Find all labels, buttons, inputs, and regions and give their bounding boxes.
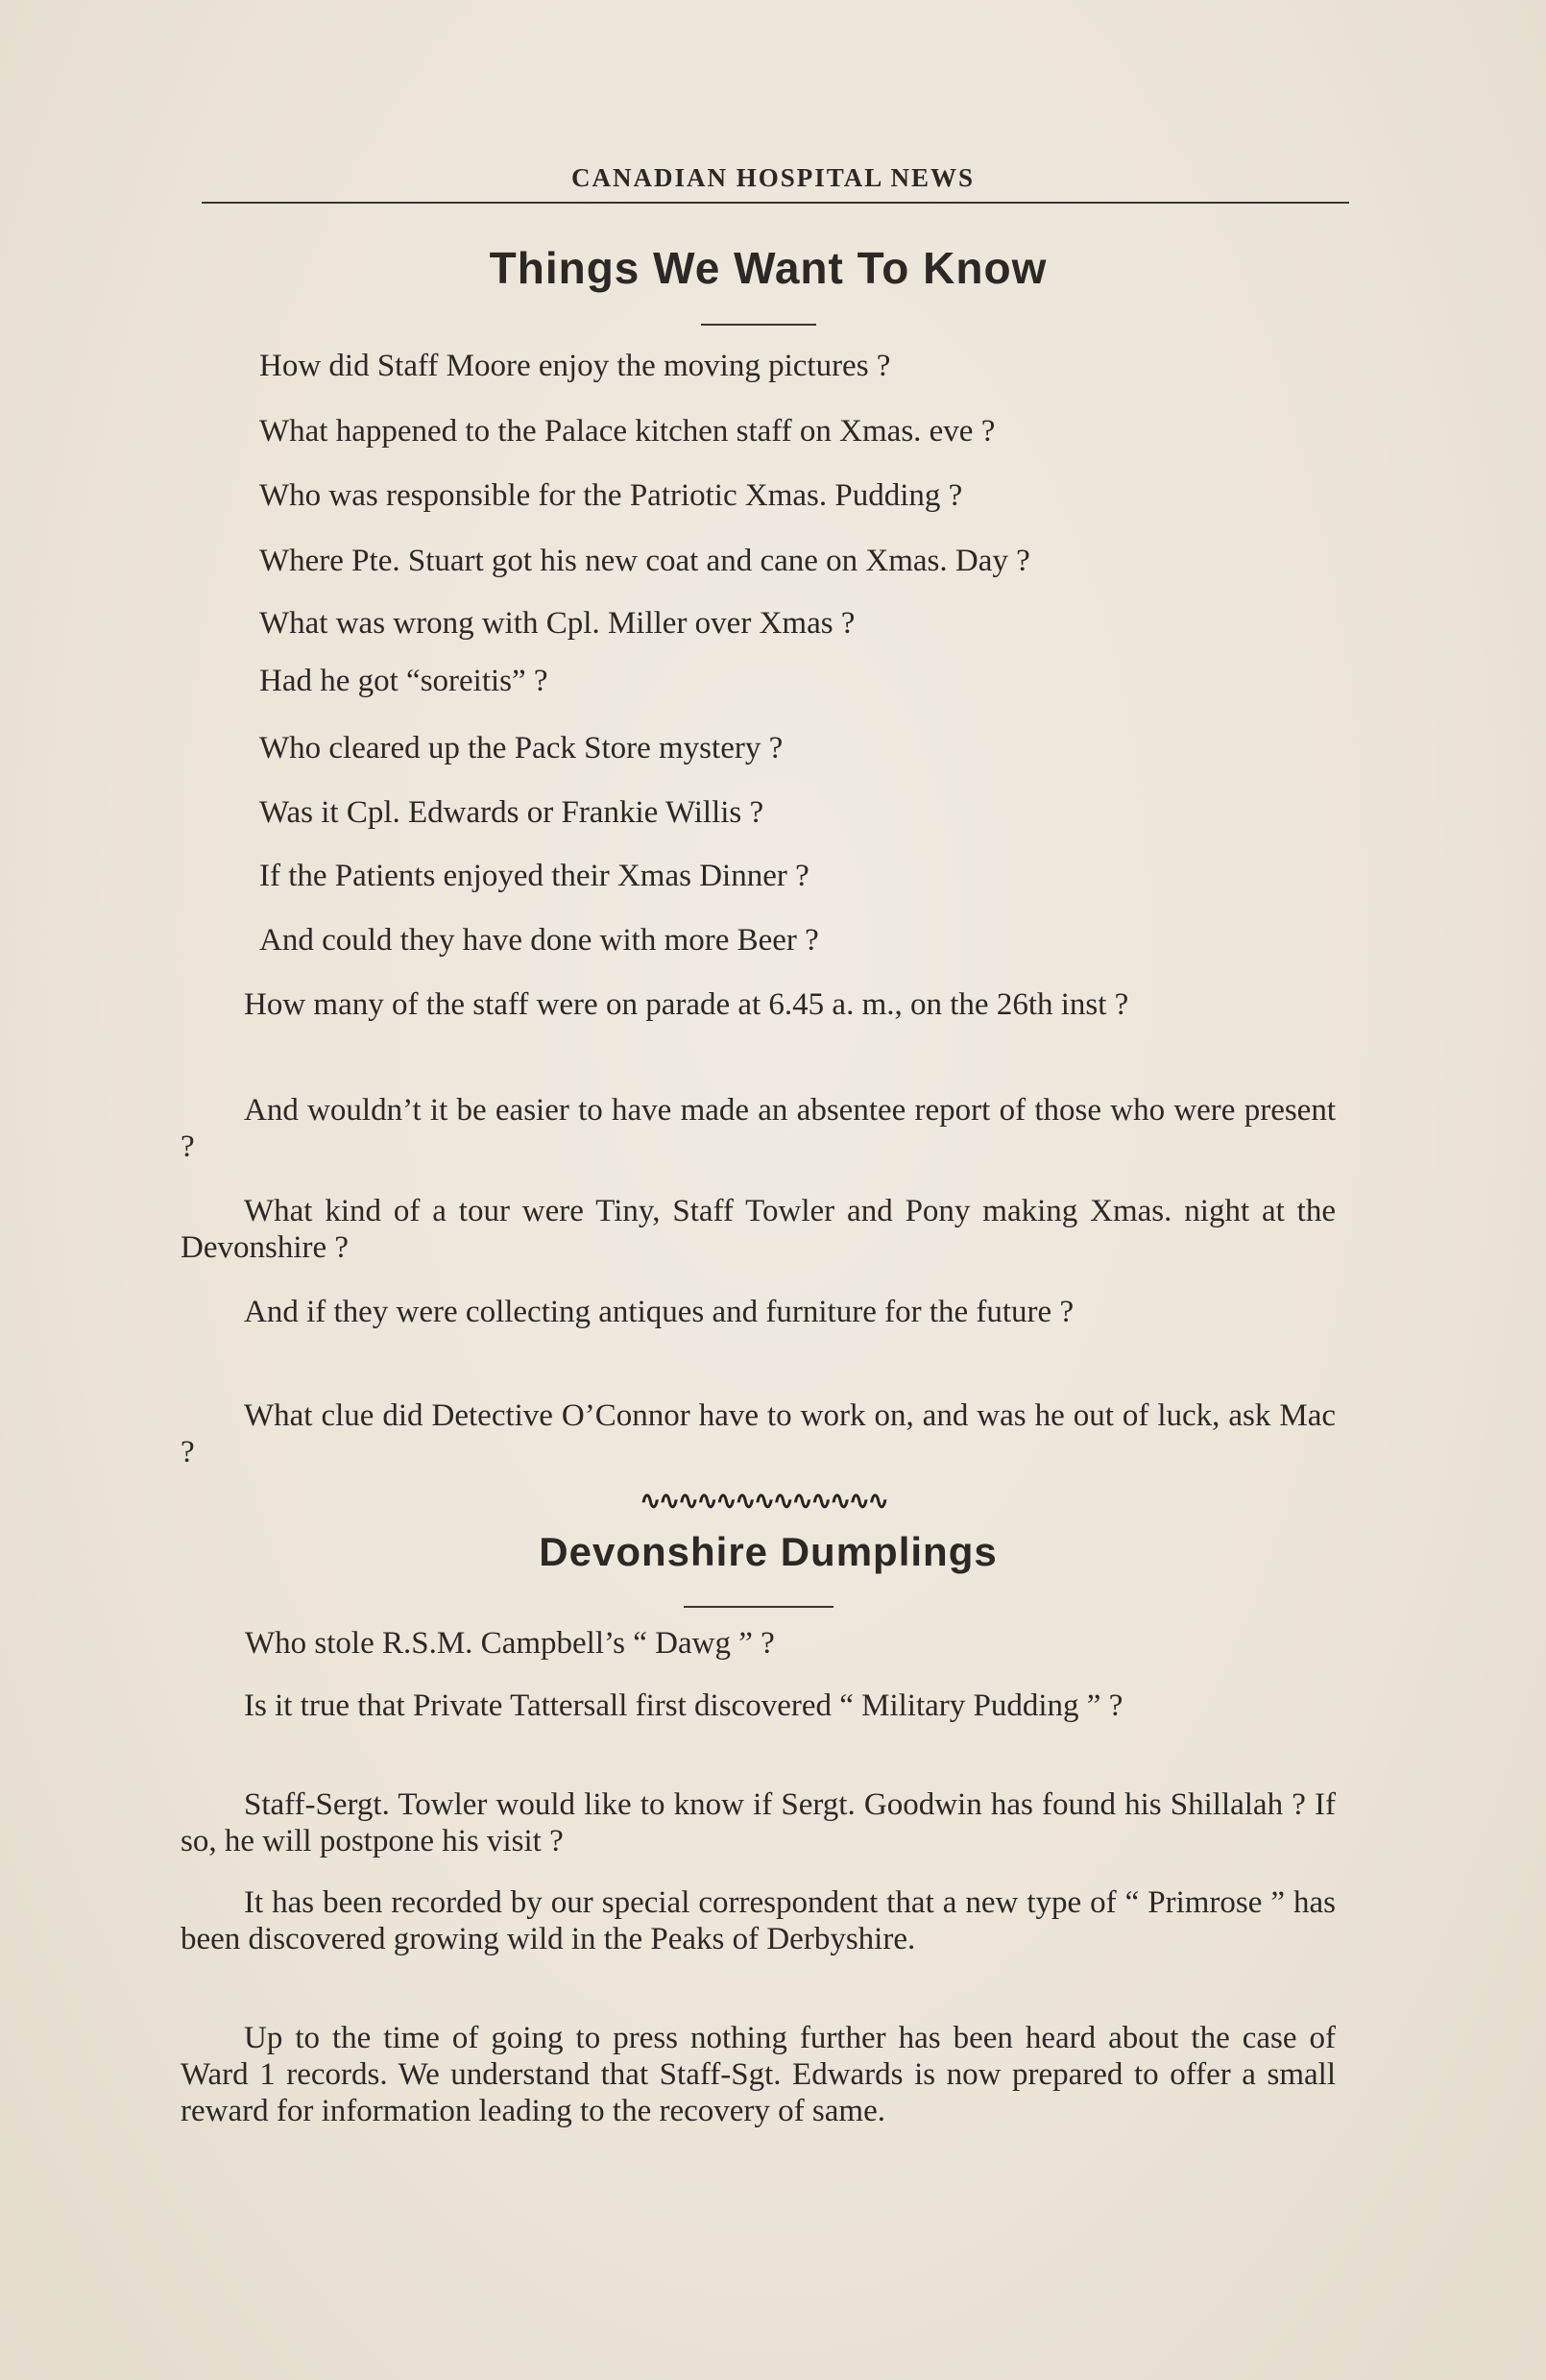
question-item: Who cleared up the Pack Store mystery ? xyxy=(259,731,784,765)
question-paragraph: Staff-Sergt. Towler would like to know if Sergt. Goodwin has found his Shillalah ? If so, he will postpone his visit ? xyxy=(181,1787,1336,1858)
question-item: How did Staff Moore enjoy the moving pictures ? xyxy=(259,349,891,383)
title-rule xyxy=(701,324,816,326)
question-paragraph: How many of the staff were on parade at 6.45 a. m., on the 26th inst ? xyxy=(244,987,1129,1022)
question-item: And could they have done with more Beer ? xyxy=(259,923,819,958)
note-paragraph: Up to the time of going to press nothing further has been heard about the case of Ward 1 records. We understand that Staff-Sgt. Edwards is now prepared to offer a small reward for information leading to the recovery of same. xyxy=(181,2021,1336,2128)
question-paragraph: What clue did Detective O’Connor have to work on, and was he out of luck, ask Mac ? xyxy=(181,1398,1336,1469)
decorative-ornament: ∿∿∿∿∿∿∿∿∿∿∿∿∿ xyxy=(640,1487,887,1515)
section-title-devonshire-dumplings: Devonshire Dumplings xyxy=(539,1529,998,1574)
section-title-things-we-want-to-know: Things We Want To Know xyxy=(489,243,1048,293)
question-item: Was it Cpl. Edwards or Frankie Willis ? xyxy=(259,795,764,830)
question-item: Where Pte. Stuart got his new coat and cane on Xmas. Day ? xyxy=(259,544,1030,578)
question-paragraph: What kind of a tour were Tiny, Staff Towler and Pony making Xmas. night at the Devonshire ? xyxy=(181,1194,1336,1265)
running-head: CANADIAN HOSPITAL NEWS xyxy=(570,163,976,192)
title-rule xyxy=(684,1606,833,1608)
question-item: What happened to the Palace kitchen staff on Xmas. eve ? xyxy=(259,414,996,449)
question-paragraph: Is it true that Private Tattersall first discovered “ Military Pudding ” ? xyxy=(244,1688,1123,1723)
question-item: Who was responsible for the Patriotic Xmas. Pudding ? xyxy=(259,478,963,513)
note-paragraph: It has been recorded by our special correspondent that a new type of “ Primrose ” has been discovered growing wild in the Peaks of Derbyshire. xyxy=(181,1885,1336,1956)
question-paragraph: And if they were collecting antiques and furniture for the future ? xyxy=(244,1295,1075,1329)
question-item: What was wrong with Cpl. Miller over Xmas ? xyxy=(259,606,856,641)
question-item: Had he got “soreitis” ? xyxy=(259,664,548,698)
question-item: Who stole R.S.M. Campbell’s “ Dawg ” ? xyxy=(245,1626,775,1661)
question-paragraph: And wouldn’t it be easier to have made an absentee report of those who were present ? xyxy=(181,1093,1336,1164)
question-item: If the Patients enjoyed their Xmas Dinner ? xyxy=(259,859,809,893)
header-rule xyxy=(202,202,1349,204)
